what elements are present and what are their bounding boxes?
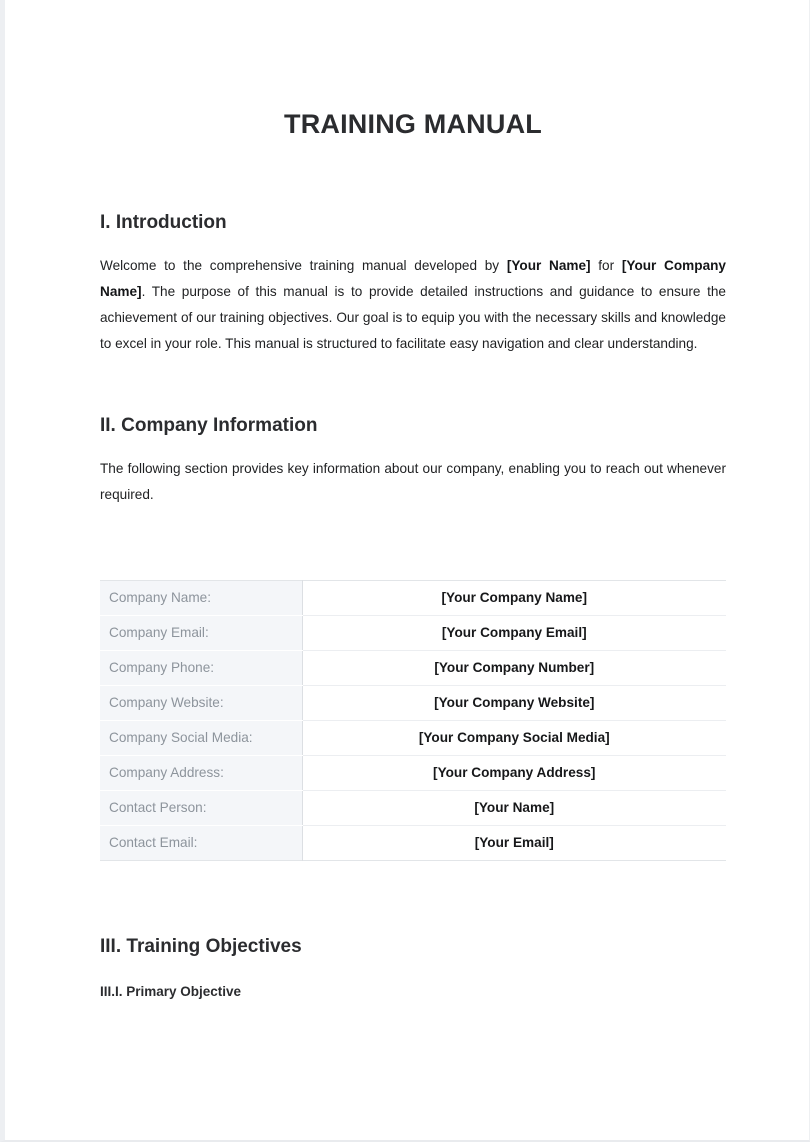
table-cell-label: Company Phone: <box>100 650 302 685</box>
table-row <box>100 685 726 720</box>
table-cell-label: Company Email: <box>100 615 302 650</box>
spacer <box>100 357 726 414</box>
table-cell-value[interactable]: [Your Company Name] <box>302 580 726 615</box>
spacer <box>100 959 726 983</box>
table-cell-value[interactable]: [Your Name] <box>302 790 726 825</box>
section-heading-training-objectives: III. Training Objectives <box>100 935 302 957</box>
intro-text-post: . The purpose of this manual is to provide detailed instructions and guidance to ensure the achievement of our training objectives. Our goal is to equip you with the necessary skills and knowledge to excel in your role. This manual is structured to facilitate easy navigation and clear understanding. <box>100 284 726 352</box>
table-row <box>100 650 726 685</box>
table-row <box>100 615 726 650</box>
table-cell-label: Company Website: <box>100 685 302 720</box>
table-cell-value[interactable]: [Your Company Email] <box>302 615 726 650</box>
spacer <box>100 861 726 935</box>
spacer <box>100 439 726 456</box>
table-cell-value[interactable]: [Your Company Address] <box>302 755 726 790</box>
intro-placeholder-your-name: [Your Name] <box>506 258 591 274</box>
intro-text-pre: Welcome to the comprehensive training manual developed by <box>100 258 507 274</box>
table-cell-value[interactable]: [Your Company Website] <box>302 685 726 720</box>
intro-text-mid: for <box>590 258 622 274</box>
section-heading-company-information: II. Company Information <box>100 415 318 437</box>
sub-heading-primary-objective: III.I. Primary Objective <box>100 984 242 1000</box>
table-cell-label: Company Name: <box>100 580 302 615</box>
company-information-paragraph: The following section provides key information about our company, enabling you to reach out whenever required. <box>100 460 726 502</box>
spacer <box>100 140 726 211</box>
spacer <box>100 508 726 580</box>
table-row <box>100 580 726 615</box>
page-title: TRAINING MANUAL <box>284 109 542 139</box>
table-row <box>100 755 726 790</box>
spacer <box>100 236 726 253</box>
document-content <box>100 0 726 1001</box>
introduction-paragraph <box>100 253 726 357</box>
table-cell-label: Contact Email: <box>100 825 302 860</box>
table-cell-value[interactable]: [Your Company Number] <box>302 650 726 685</box>
table-row <box>100 825 726 860</box>
intro-placeholder-company-name: [Your Company Name] <box>100 258 726 300</box>
table-row <box>100 790 726 825</box>
section-heading-introduction: I. Introduction <box>100 212 227 234</box>
table-cell-label: Company Social Media: <box>100 720 302 755</box>
table-cell-value[interactable]: [Your Company Social Media] <box>302 720 726 755</box>
company-information-table <box>100 580 726 861</box>
table-cell-value[interactable]: [Your Email] <box>302 825 726 860</box>
table-cell-label: Contact Person: <box>100 790 302 825</box>
table-cell-label: Company Address: <box>100 755 302 790</box>
table-row <box>100 720 726 755</box>
company-information-table-body <box>100 580 726 860</box>
